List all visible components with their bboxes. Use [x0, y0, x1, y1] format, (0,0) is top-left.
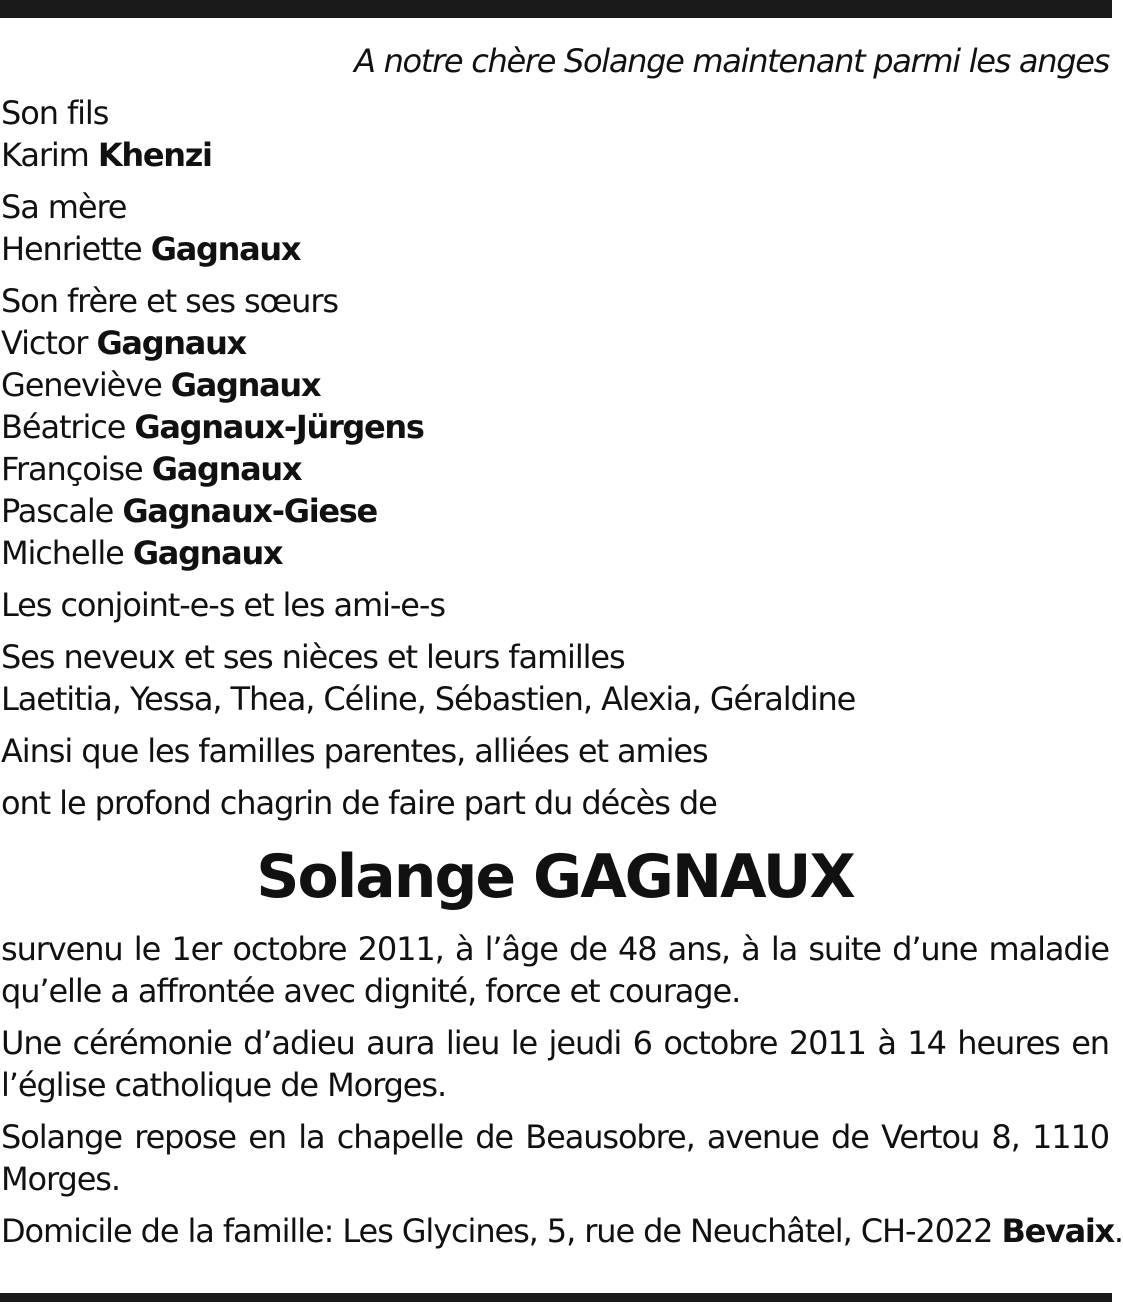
- rest-paragraph: Solange repose en la chapelle de Beausobre, avenue de Vertou 8, 1110 Morges.: [1, 1118, 1109, 1198]
- siblings-block: [1, 280, 1109, 574]
- announcement-line: ont le profond chagrin de faire part du décès de: [1, 784, 717, 822]
- sibling-name: Michelle Gagnaux: [1, 534, 283, 572]
- son-block: [1, 92, 1109, 176]
- son-name: Karim Khenzi: [1, 136, 212, 174]
- dedication: A notre chère Solange maintenant parmi les anges: [354, 42, 1109, 80]
- partners-block: [1, 584, 1109, 626]
- families-line: Ainsi que les familles parentes, alliées et amies: [1, 732, 708, 770]
- nephews-heading: Ses neveux et ses nièces et leurs familles: [1, 638, 625, 676]
- domicile-paragraph: Domicile de la famille: Les Glycines, 5, rue de Neuchâtel, CH-2022 Bevaix.: [1, 1212, 1123, 1250]
- nephews-names: Laetitia, Yessa, Thea, Céline, Sébastien, Alexia, Géraldine: [1, 680, 856, 718]
- sibling-name: Victor Gagnaux: [1, 324, 246, 362]
- sibling-name: Béatrice Gagnaux-Jürgens: [1, 408, 424, 446]
- nephews-block: [1, 636, 1109, 720]
- mother-heading: Sa mère: [1, 188, 127, 226]
- top-rule: [0, 0, 1112, 18]
- partners-line: Les conjoint-e-s et les ami-e-s: [1, 586, 445, 624]
- ceremony-paragraph: Une cérémonie d’adieu aura lieu le jeudi 6 octobre 2011 à 14 heures en l’église catholique de Morges.: [1, 1024, 1109, 1104]
- sibling-name: Geneviève Gagnaux: [1, 366, 321, 404]
- siblings-heading: Son frère et ses sœurs: [1, 282, 338, 320]
- bottom-rule: [0, 1293, 1112, 1302]
- death-paragraph: survenu le 1er octobre 2011, à l’âge de 48 ans, à la suite d’une maladie qu’elle a affrontée avec dignité, force et courage.: [1, 930, 1109, 1010]
- deceased-name: Solange GAGNAUX: [256, 842, 854, 912]
- obituary-notice: [1, 40, 1123, 1262]
- sibling-name: Françoise Gagnaux: [1, 450, 302, 488]
- announcement-block: [1, 782, 1109, 824]
- mother-block: [1, 186, 1109, 270]
- sibling-name: Pascale Gagnaux-Giese: [1, 492, 377, 530]
- families-block: [1, 730, 1109, 772]
- son-heading: Son fils: [1, 94, 109, 132]
- mother-name: Henriette Gagnaux: [1, 230, 301, 268]
- domicile-town: Bevaix: [1001, 1212, 1114, 1250]
